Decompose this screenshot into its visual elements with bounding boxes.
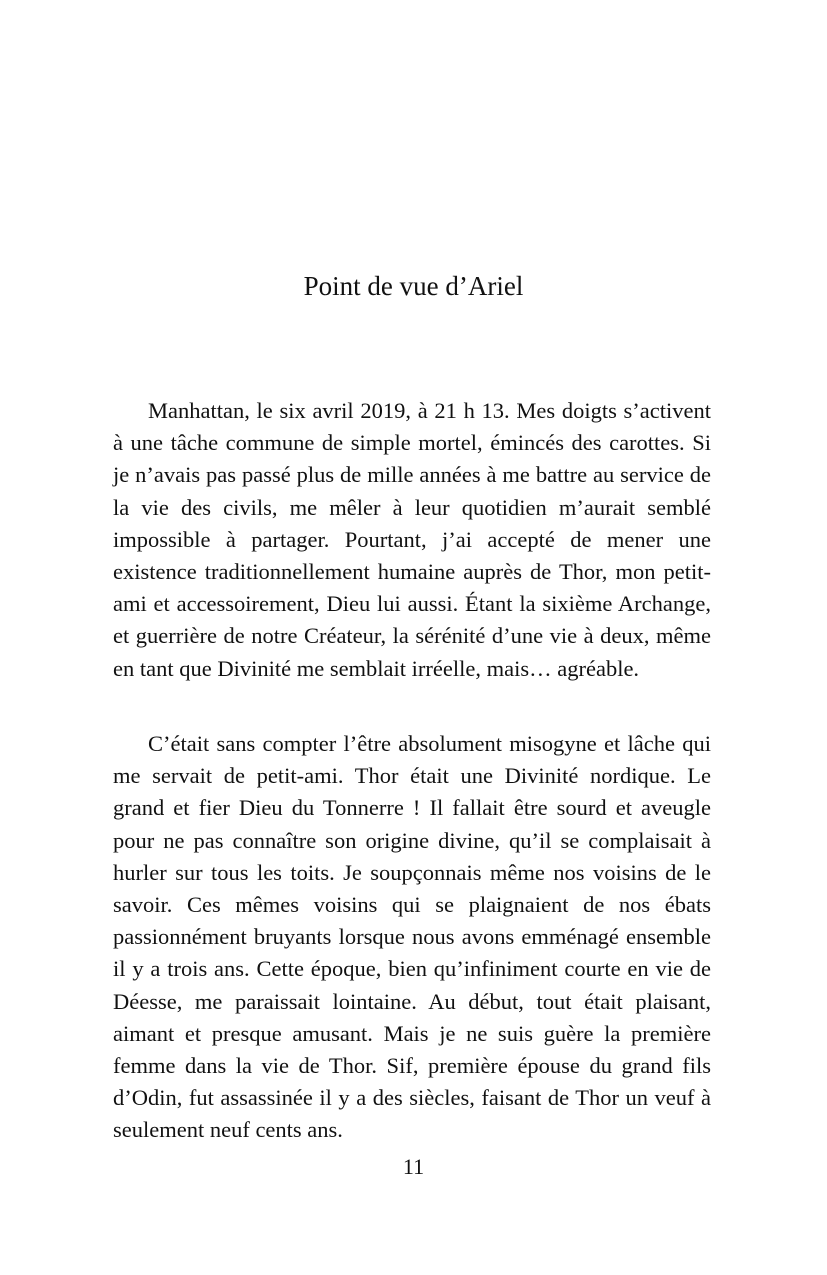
page-number: 11 — [402, 1154, 425, 1179]
paragraph: Manhattan, le six avril 2019, à 21 h 13. Mes doigts s’activent à une tâche commune de simple mortel, émincés des carottes. Si je n’avais pas passé plus de mille années à me battre au service de la vie des civils, me mêler à leur quotidien m’aurait semblé impossible à partager. Pourtant, j’ai accepté de mener une existence traditionnellement humaine auprès de Thor, mon petit-ami et accessoirement, Dieu lui aussi. Étant la sixième Archange, et guerrière de notre Créateur, la sérénité d’une vie à deux, même en tant que Divinité me semblait irréelle, mais… agréable. — [113, 398, 711, 681]
paragraph: C’était sans compter l’être absolument misogyne et lâche qui me servait de petit-ami. Thor était une Divinité nordique. Le grand et fier Dieu du Tonnerre ! Il fallait être sourd et aveugle pour ne pas connaître son origine divine, qu’il se complaisait à hurler sur tous les toits. Je soupçonnais même nos voisins de le savoir. Ces mêmes voisins qui se plaignaient de nos ébats passionnément bruyants lorsque nous avons emménagé ensemble il y a trois ans. Cette époque, bien qu’infiniment courte en vie de Déesse, me paraissait lointaine. Au début, tout était plaisant, aimant et presque amusant. Mais je ne suis guère la première femme dans la vie de Thor. Sif, première épouse du grand fils d’Odin, fut assassinée il y a des siècles, faisant de Thor un veuf à seulement neuf cents ans. — [113, 731, 711, 1143]
paragraph-block — [113, 395, 711, 685]
chapter-title: Point de vue d’Ariel — [303, 271, 524, 301]
paragraph-block — [113, 728, 711, 1147]
